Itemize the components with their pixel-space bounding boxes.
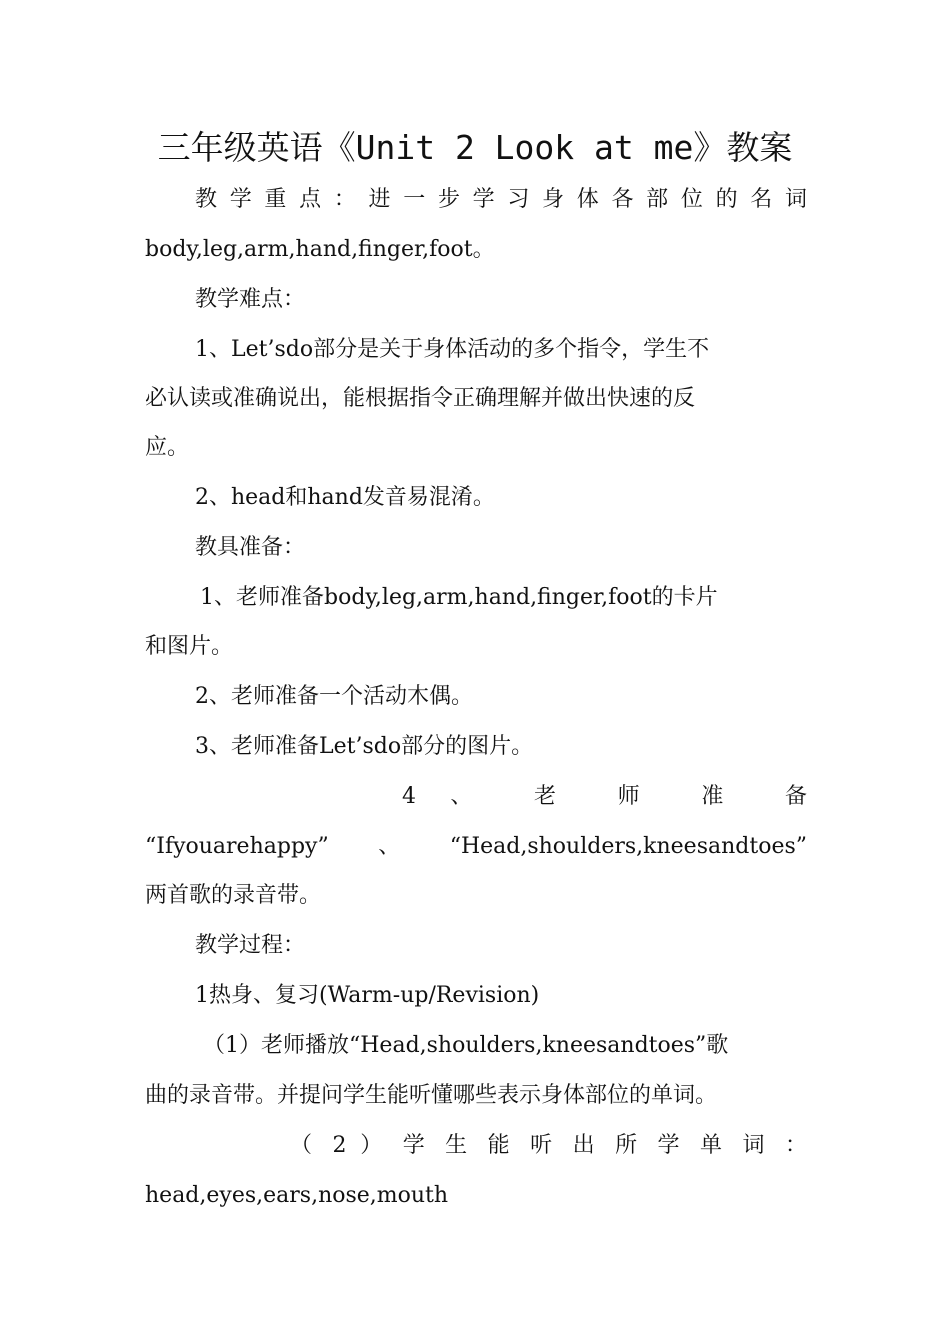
difficulty-item-1-line-1: 1、Let’sdo部分是关于身体活动的多个指令，学生不 xyxy=(195,337,710,362)
teaching-difficulty-heading: 教学难点： xyxy=(195,287,306,312)
process-step-1-item-1-line-1: （1）老师播放“Head,shoulders,kneesandtoes”歌 xyxy=(203,1033,729,1058)
process-heading: 教学过程： xyxy=(195,933,306,958)
teaching-focus-line: 教 学 重 点 ： 进 一 步 学 习 身 体 各 部 位 的 名 词 xyxy=(195,187,807,212)
difficulty-item-1-line-3: 应。 xyxy=(145,435,190,460)
document-title: 三年级英语《Unit 2 Look at me》教案 xyxy=(157,128,793,167)
process-step-1-item-2-line-1: （ 2 ） 学 生 能 听 出 所 学 单 词 ： xyxy=(290,1133,807,1158)
process-step-1-heading: 1热身、复习(Warm-up/Revision) xyxy=(195,983,540,1008)
process-step-1-item-1-line-2: 曲的录音带。并提问学生能听懂哪些表示身体部位的单词。 xyxy=(145,1083,718,1108)
materials-item-2: 2、老师准备一个活动木偶。 xyxy=(195,684,473,709)
process-step-1-item-2-line-2: head,eyes,ears,nose,mouth xyxy=(145,1183,449,1208)
materials-item-4-line-2: “Ifyouarehappy”、“Head,shoulders,kneesandtoes” xyxy=(145,834,807,859)
materials-item-4-line-3: 两首歌的录音带。 xyxy=(145,883,322,908)
materials-item-1-line-1: 1、老师准备body,leg,arm,hand,finger,foot的卡片 xyxy=(200,585,718,610)
materials-heading: 教具准备： xyxy=(195,535,306,560)
materials-item-3: 3、老师准备Let’sdo部分的图片。 xyxy=(195,734,534,759)
materials-item-4-line-1: 4 、 老 师 准 备 xyxy=(402,784,807,809)
difficulty-item-2: 2、head和hand发音易混淆。 xyxy=(195,485,495,510)
teaching-focus-words: body,leg,arm,hand,finger,foot。 xyxy=(145,237,495,262)
materials-item-1-line-2: 和图片。 xyxy=(145,634,234,659)
difficulty-item-1-line-2: 必认读或准确说出，能根据指令正确理解并做出快速的反 xyxy=(145,386,696,411)
